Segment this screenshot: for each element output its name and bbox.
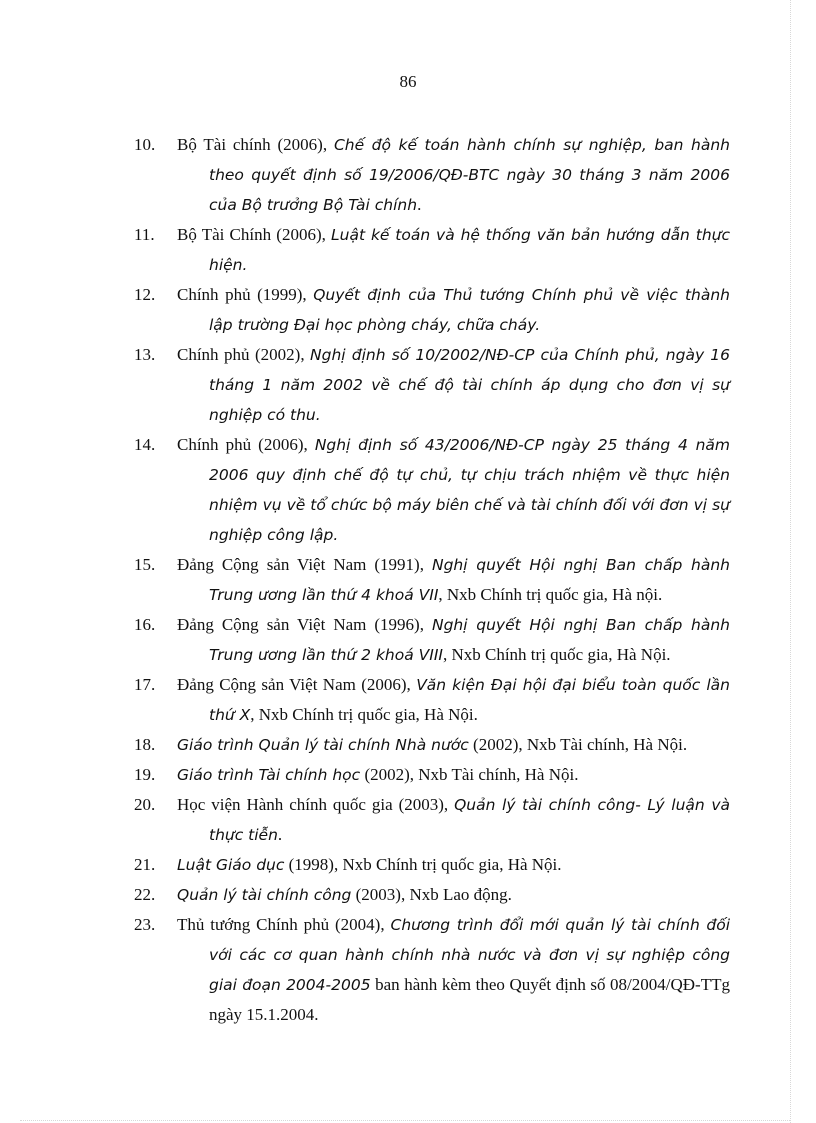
reference-item xyxy=(134,610,730,670)
reference-detail: Chính phủ (2002), xyxy=(177,345,311,364)
reference-title: Giáo trình Tài chính học xyxy=(177,766,361,784)
reference-number: 16. xyxy=(134,615,156,634)
reference-detail: Bộ Tài Chính (2006), xyxy=(177,225,332,244)
reference-number: 15. xyxy=(134,555,156,574)
reference-detail: , Nxb Chính trị quốc gia, Hà Nội. xyxy=(442,645,671,664)
reference-text xyxy=(177,550,730,610)
reference-title: Giáo trình Quản lý tài chính Nhà nước xyxy=(177,736,469,754)
reference-number: 10. xyxy=(134,135,156,154)
reference-title: Nghị định số 43/2006/NĐ-CP ngày 25 tháng 4 năm 2006 quy định chế độ tự chủ, tự chịu trách nhiệm về thực hiện nhiệm vụ về tổ chức bộ máy biên chế và tài chính đối với đơn vị sự nghiệp công lập. xyxy=(209,436,730,544)
reference-detail: (1998), Nxb Chính trị quốc gia, Hà Nội. xyxy=(284,855,562,874)
reference-number: 14. xyxy=(134,435,156,454)
reference-text xyxy=(177,790,730,850)
reference-detail: . xyxy=(417,195,422,214)
reference-title: Nghị quyết Hội nghị Ban chấp hành Trung ương lần thứ 2 khoá VIII xyxy=(209,616,730,664)
reference-item xyxy=(134,670,730,730)
reference-item xyxy=(134,280,730,340)
reference-detail: (2002), Nxb Tài chính, Hà Nội. xyxy=(468,735,688,754)
reference-item xyxy=(134,550,730,610)
reference-text xyxy=(177,760,730,790)
reference-title: Văn kiện Đại hội đại biểu toàn quốc lần thứ X xyxy=(209,676,730,724)
reference-detail: Chính phủ (2006), xyxy=(177,435,315,454)
reference-text xyxy=(177,340,731,430)
reference-number: 20. xyxy=(134,795,156,814)
reference-item xyxy=(134,730,730,760)
reference-detail: Đảng Cộng sản Việt Nam (1991), xyxy=(177,555,432,574)
reference-title: Chế độ kế toán hành chính sự nghiệp, ban hành theo quyết định số 19/2006/QĐ-BTC ngày 30 tháng 3 năm 2006 của Bộ trưởng Bộ Tài chính xyxy=(209,136,730,214)
reference-detail: Học viện Hành chính quốc gia (2003), xyxy=(177,795,455,814)
page-edge-bottom xyxy=(20,1120,790,1121)
reference-detail: Đảng Cộng sản Việt Nam (1996), xyxy=(177,615,432,634)
reference-number: 23. xyxy=(134,915,156,934)
reference-text xyxy=(177,850,730,880)
reference-text xyxy=(177,880,730,910)
reference-item xyxy=(134,430,730,550)
reference-number: 12. xyxy=(134,285,156,304)
reference-detail: , Nxb Chính trị quốc gia, Hà Nội. xyxy=(250,705,478,724)
reference-item xyxy=(134,340,730,430)
reference-text xyxy=(177,430,730,550)
reference-detail: . xyxy=(277,825,283,844)
reference-title: Quản lý tài chính công xyxy=(177,886,352,904)
reference-text xyxy=(177,910,730,1029)
reference-number: 19. xyxy=(134,765,156,784)
reference-item xyxy=(134,220,730,280)
reference-number: 17. xyxy=(134,675,156,694)
reference-text xyxy=(177,670,730,730)
reference-title: Luật Giáo dục xyxy=(177,856,285,874)
reference-text xyxy=(177,280,730,340)
page-edge-right xyxy=(790,0,791,1123)
page-number: 86 xyxy=(399,72,417,91)
reference-number: 21. xyxy=(134,855,156,874)
reference-title: Nghị quyết Hội nghị Ban chấp hành Trung ương lần thứ 4 khoá VII xyxy=(209,556,730,604)
reference-text xyxy=(177,730,730,760)
reference-title: Chương trình đổi mới quản lý tài chính đối với các cơ quan hành chính nhà nước và đơn vị sự nghiệp công giai đoạn 2004-2005 xyxy=(209,916,730,994)
reference-item xyxy=(134,850,730,880)
reference-text xyxy=(177,610,730,670)
reference-item xyxy=(134,130,730,220)
reference-detail: (2003), Nxb Lao động. xyxy=(351,885,512,904)
reference-title: Quản lý tài chính công- Lý luận và thực tiễn xyxy=(209,796,730,844)
reference-number: 18. xyxy=(134,735,156,754)
reference-title: Quyết định của Thủ tướng Chính phủ về việc thành lập trường Đại học phòng cháy, chữa cháy. xyxy=(209,286,730,334)
reference-detail: Chính phủ (1999), xyxy=(177,285,314,304)
reference-title: Nghị định số 10/2002/NĐ-CP của Chính phủ, ngày 16 tháng 1 năm 2002 về chế độ tài chính áp dụng cho đơn vị sự nghiệp có thu. xyxy=(209,346,731,424)
reference-item xyxy=(134,790,730,850)
reference-item xyxy=(134,760,730,790)
reference-detail: , Nxb Chính trị quốc gia, Hà nội. xyxy=(438,585,663,604)
reference-number: 13. xyxy=(134,345,156,364)
reference-title: Luật kế toán và hệ thống văn bản hướng dẫn thực hiện. xyxy=(209,226,730,274)
reference-list xyxy=(134,130,730,1029)
reference-detail: Thủ tướng Chính phủ (2004), xyxy=(177,915,391,934)
reference-text xyxy=(177,130,730,220)
reference-detail: ban hành kèm theo Quyết định số 08/2004/QĐ-TTg ngày 15.1.2004. xyxy=(209,975,730,1024)
reference-item xyxy=(134,910,730,1029)
reference-detail: (2002), Nxb Tài chính, Hà Nội. xyxy=(360,765,579,784)
reference-text xyxy=(177,220,730,280)
reference-number: 22. xyxy=(134,885,156,904)
reference-item xyxy=(134,880,730,910)
reference-detail: Đảng Cộng sản Việt Nam (2006), xyxy=(177,675,417,694)
reference-detail: Bộ Tài chính (2006), xyxy=(177,135,334,154)
reference-number: 11. xyxy=(134,225,155,244)
